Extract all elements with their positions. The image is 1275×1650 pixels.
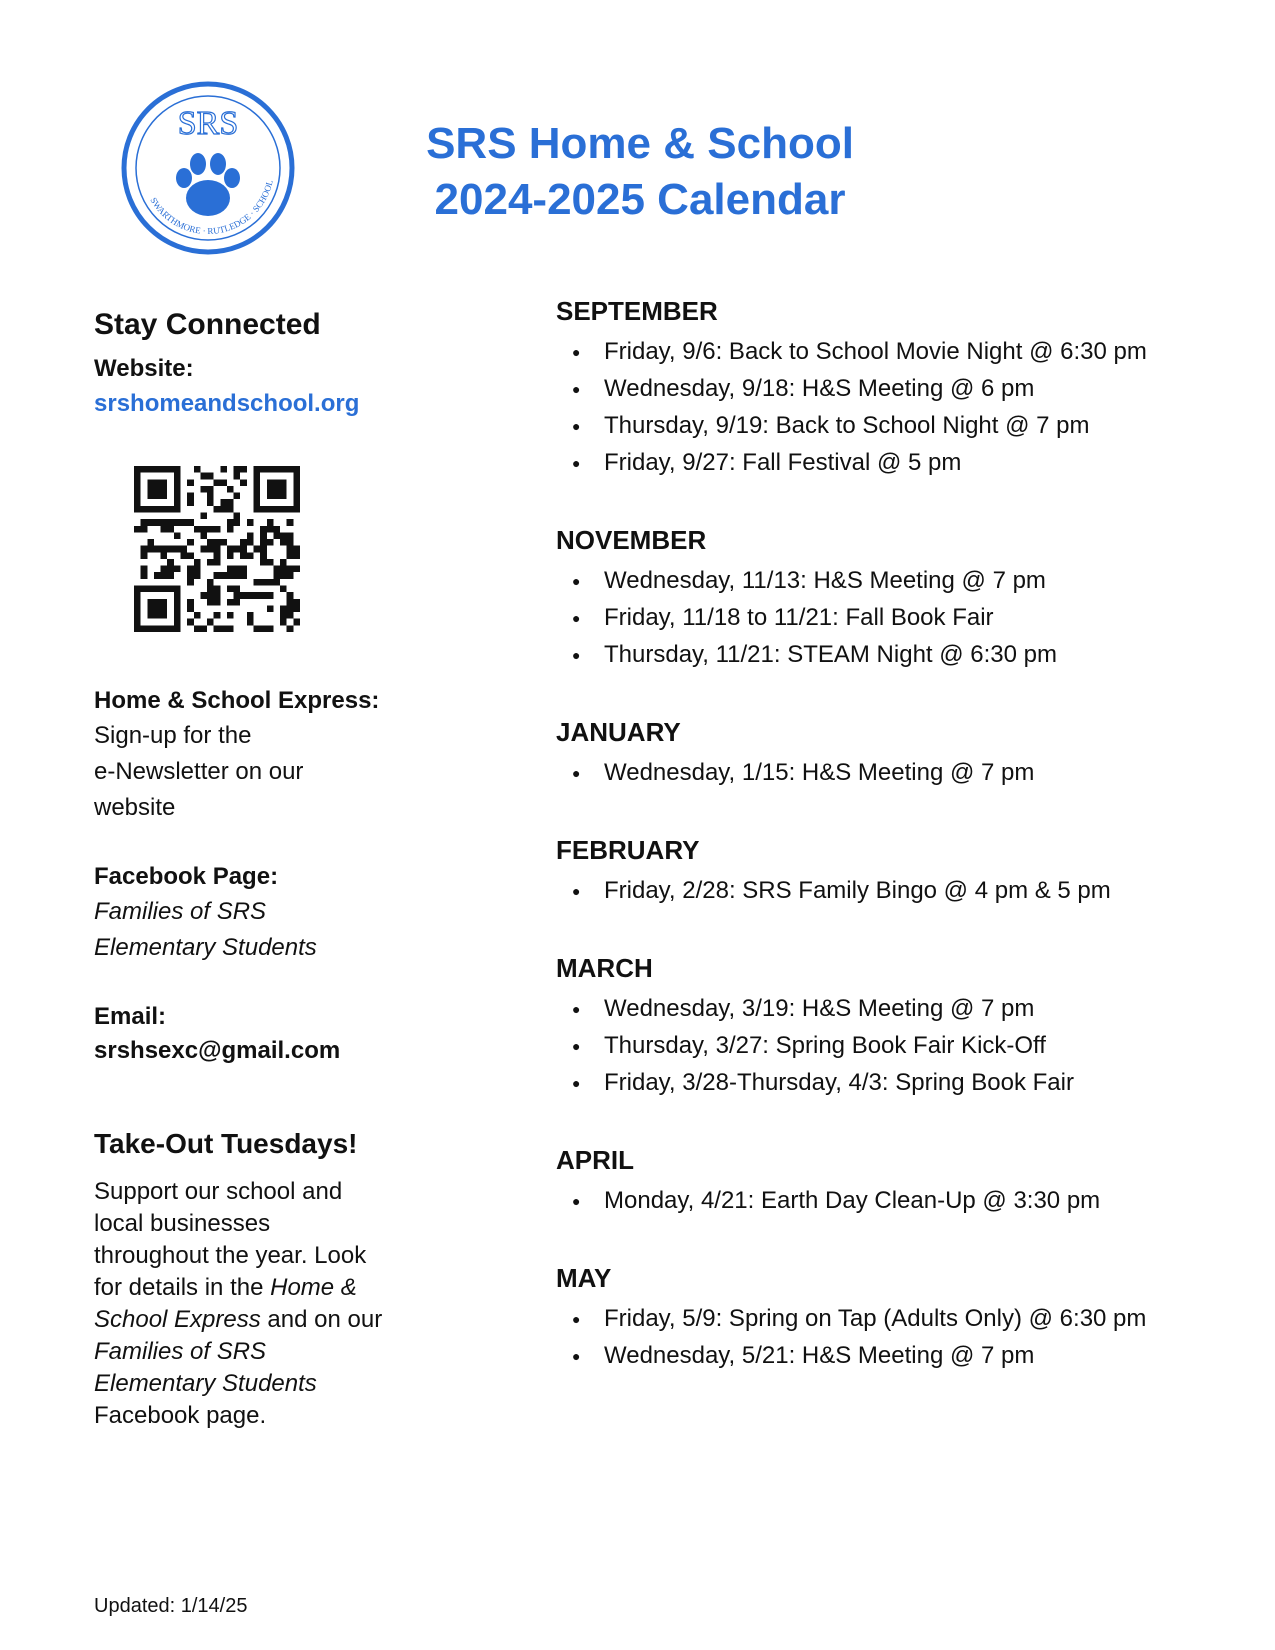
event-list xyxy=(556,1300,1236,1374)
website-label: Website: xyxy=(94,355,194,382)
event-item: ● Friday, 5/9: Spring on Tap (Adults Only) @ 6:30 pm xyxy=(556,1300,1236,1337)
month-november xyxy=(556,525,1236,673)
month-heading: MARCH xyxy=(556,953,653,983)
srs-logo xyxy=(120,80,296,256)
event-item: ● Wednesday, 3/19: H&S Meeting @ 7 pm xyxy=(556,990,1236,1027)
takeout-line: Facebook page. xyxy=(94,1402,267,1429)
month-heading: FEBRUARY xyxy=(556,835,700,865)
event-item: ● Wednesday, 9/18: H&S Meeting @ 6 pm xyxy=(556,370,1236,407)
event-item: ● Wednesday, 1/15: H&S Meeting @ 7 pm xyxy=(556,754,1236,791)
express-line: Sign-up for the xyxy=(94,722,252,749)
email-address[interactable]: srshsexc@gmail.com xyxy=(94,1037,341,1064)
title-line-1: SRS Home & School xyxy=(426,119,854,168)
updated-date: Updated: 1/14/25 xyxy=(94,1595,248,1617)
event-item: ● Friday, 9/27: Fall Festival @ 5 pm xyxy=(556,444,1236,481)
takeout-line: local businesses xyxy=(94,1210,271,1237)
event-item: ● Monday, 4/21: Earth Day Clean-Up @ 3:30 pm xyxy=(556,1182,1236,1219)
event-item: ● Friday, 3/28-Thursday, 4/3: Spring Book Fair xyxy=(556,1064,1236,1101)
event-item: ● Wednesday, 5/21: H&S Meeting @ 7 pm xyxy=(556,1337,1236,1374)
express-line: website xyxy=(94,794,176,821)
qr-code[interactable] xyxy=(134,466,300,632)
takeout-line xyxy=(94,1304,454,1336)
takeout-text: and on our xyxy=(260,1306,383,1333)
calendar-column xyxy=(556,296,1236,1418)
facebook-label: Facebook Page: xyxy=(94,863,279,890)
express-line: e-Newsletter on our xyxy=(94,758,304,785)
event-item: ● Friday, 2/28: SRS Family Bingo @ 4 pm & 5 pm xyxy=(556,872,1236,909)
takeout-line: Elementary Students xyxy=(94,1370,317,1397)
event-list xyxy=(556,754,1236,791)
takeout-italic: School Express xyxy=(94,1306,261,1333)
takeout-heading: Take-Out Tuesdays! xyxy=(94,1128,358,1159)
title-line-2: 2024-2025 Calendar xyxy=(434,175,846,224)
takeout-line: Support our school and xyxy=(94,1178,343,1205)
email-label: Email: xyxy=(94,1003,167,1030)
event-item: ● Thursday, 9/19: Back to School Night @ 7 pm xyxy=(556,407,1236,444)
logo-monogram: SRS xyxy=(177,105,239,142)
express-label: Home & School Express: xyxy=(94,687,380,714)
facebook-line: Elementary Students xyxy=(94,934,317,961)
month-april xyxy=(556,1145,1236,1219)
stay-connected-heading: Stay Connected xyxy=(94,308,321,341)
event-list xyxy=(556,872,1236,909)
month-heading: MAY xyxy=(556,1263,612,1293)
event-list xyxy=(556,562,1236,673)
event-list xyxy=(556,990,1236,1101)
month-heading: NOVEMBER xyxy=(556,525,707,555)
logo-ring-text: SWARTHMORE · RUTLEDGE · SCHOOL xyxy=(148,178,275,237)
event-item: ● Wednesday, 11/13: H&S Meeting @ 7 pm xyxy=(556,562,1236,599)
takeout-line: Families of SRS xyxy=(94,1338,267,1365)
event-item: ● Friday, 11/18 to 11/21: Fall Book Fair xyxy=(556,599,1236,636)
event-list xyxy=(556,1182,1236,1219)
takeout-line: throughout the year. Look xyxy=(94,1242,367,1269)
page-title xyxy=(380,116,900,228)
event-list xyxy=(556,333,1236,481)
paw-icon xyxy=(176,153,240,216)
takeout-text: for details in the xyxy=(94,1274,271,1301)
month-heading: JANUARY xyxy=(556,717,681,747)
month-september xyxy=(556,296,1236,481)
month-heading: SEPTEMBER xyxy=(556,296,718,326)
event-item: ● Thursday, 11/21: STEAM Night @ 6:30 pm xyxy=(556,636,1236,673)
takeout-italic: Home & xyxy=(270,1274,357,1301)
facebook-line: Families of SRS xyxy=(94,898,267,925)
takeout-paragraph xyxy=(94,1176,454,1432)
event-item: ● Friday, 9/6: Back to School Movie Night @ 6:30 pm xyxy=(556,333,1236,370)
website-link[interactable]: srshomeandschool.org xyxy=(94,390,360,417)
event-item: ● Thursday, 3/27: Spring Book Fair Kick-Off xyxy=(556,1027,1236,1064)
month-may xyxy=(556,1263,1236,1374)
month-heading: APRIL xyxy=(556,1145,634,1175)
month-february xyxy=(556,835,1236,909)
takeout-line xyxy=(94,1272,454,1304)
month-march xyxy=(556,953,1236,1101)
month-january xyxy=(556,717,1236,791)
